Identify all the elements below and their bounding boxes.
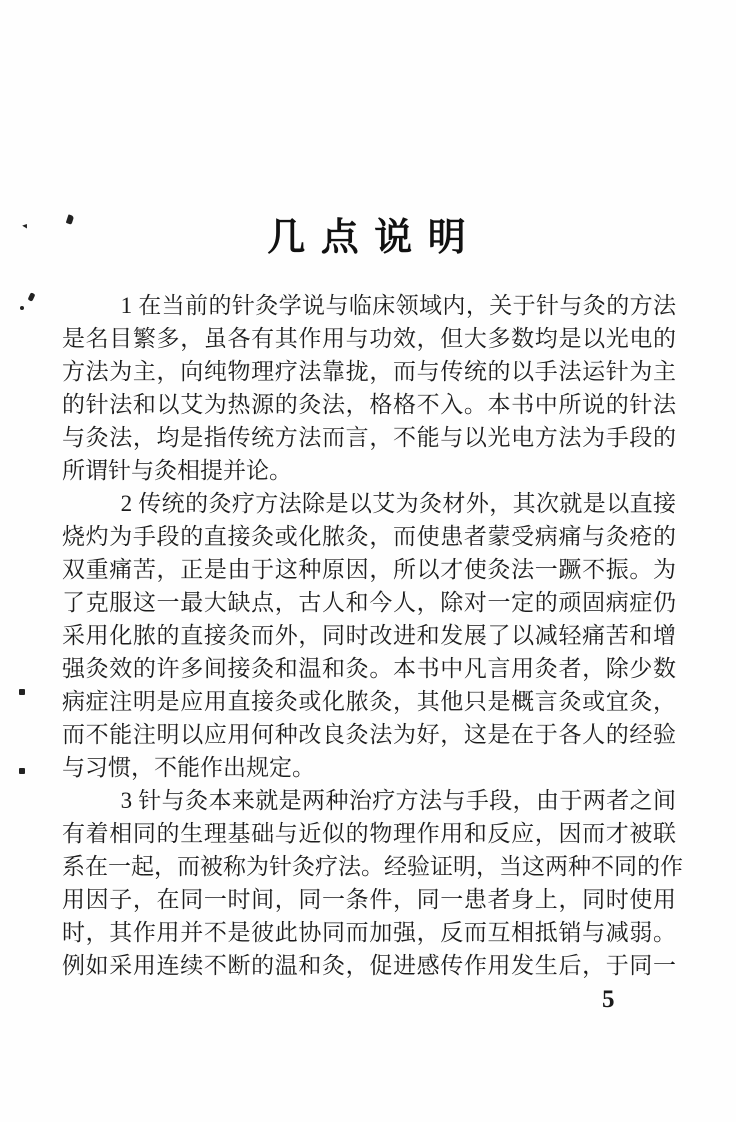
text-line: 烧灼为手段的直接灸或化脓灸，而使患者蒙受病痛与灸疮的 <box>62 524 676 549</box>
scan-speck <box>19 689 25 695</box>
scan-speck <box>19 768 25 774</box>
scan-speck <box>28 292 36 301</box>
paragraph <box>62 784 683 982</box>
text-line: 有着相同的生理基础与近似的物理作用和反应，因而才被联 <box>62 821 676 846</box>
text-line: 强灸效的许多间接灸和温和灸。本书中凡言用灸者，除少数 <box>62 656 676 681</box>
text-line: 了克服这一最大缺点，古人和今人，除对一定的顽固病症仍 <box>62 590 676 615</box>
text-line: 与灸法，均是指传统方法而言，不能与以光电方法为手段的 <box>62 425 676 450</box>
page-title: 几 点 说 明 <box>267 217 469 259</box>
text-line: 病症注明是应用直接灸或化脓灸，其他只是概言灸或宜灸， <box>62 689 676 714</box>
text-line: 是名目繁多，虽各有其作用与功效，但大多数均是以光电的 <box>62 326 676 351</box>
text-line: 双重痛苦，正是由于这种原因，所以才使灸法一蹶不振。为 <box>62 557 676 582</box>
paragraph <box>62 289 676 487</box>
text-line: 2 传统的灸疗方法除是以艾为灸材外，其次就是以直接 <box>120 491 676 516</box>
text-line: 3 针与灸本来就是两种治疗方法与手段，由于两者之间 <box>120 788 676 813</box>
text-line: 例如采用连续不断的温和灸，促进感传作用发生后，于同一 <box>62 953 676 978</box>
text-line: 方法为主，向纯物理疗法靠拢，而与传统的以手法运针为主 <box>62 359 676 384</box>
body-text <box>62 289 683 982</box>
text-line: 采用化脓的直接灸而外，同时改进和发展了以减轻痛苦和增 <box>62 623 676 648</box>
text-line: 所谓针与灸相提并论。 <box>62 458 292 483</box>
text-line: 的针法和以艾为热源的灸法，格格不入。本书中所说的针法 <box>62 392 676 417</box>
text-line: 1 在当前的针灸学说与临床领域内，关于针与灸的方法 <box>120 293 676 318</box>
text-line: 时，其作用并不是彼此协同而加强，反而互相抵销与减弱。 <box>62 920 676 945</box>
text-line: 用因子，在同一时间，同一条件，同一患者身上，同时使用 <box>62 887 676 912</box>
page-number: 5 <box>602 986 615 1013</box>
paragraph <box>62 487 676 784</box>
text-line: 与习惯，不能作出规定。 <box>62 755 315 780</box>
scan-speck <box>20 306 24 310</box>
text-line: 而不能注明以应用何种改良灸法为好，这是在于各人的经验 <box>62 722 676 747</box>
text-line: 系在一起，而被称为针灸疗法。经验证明，当这两种不同的作 <box>62 854 683 879</box>
